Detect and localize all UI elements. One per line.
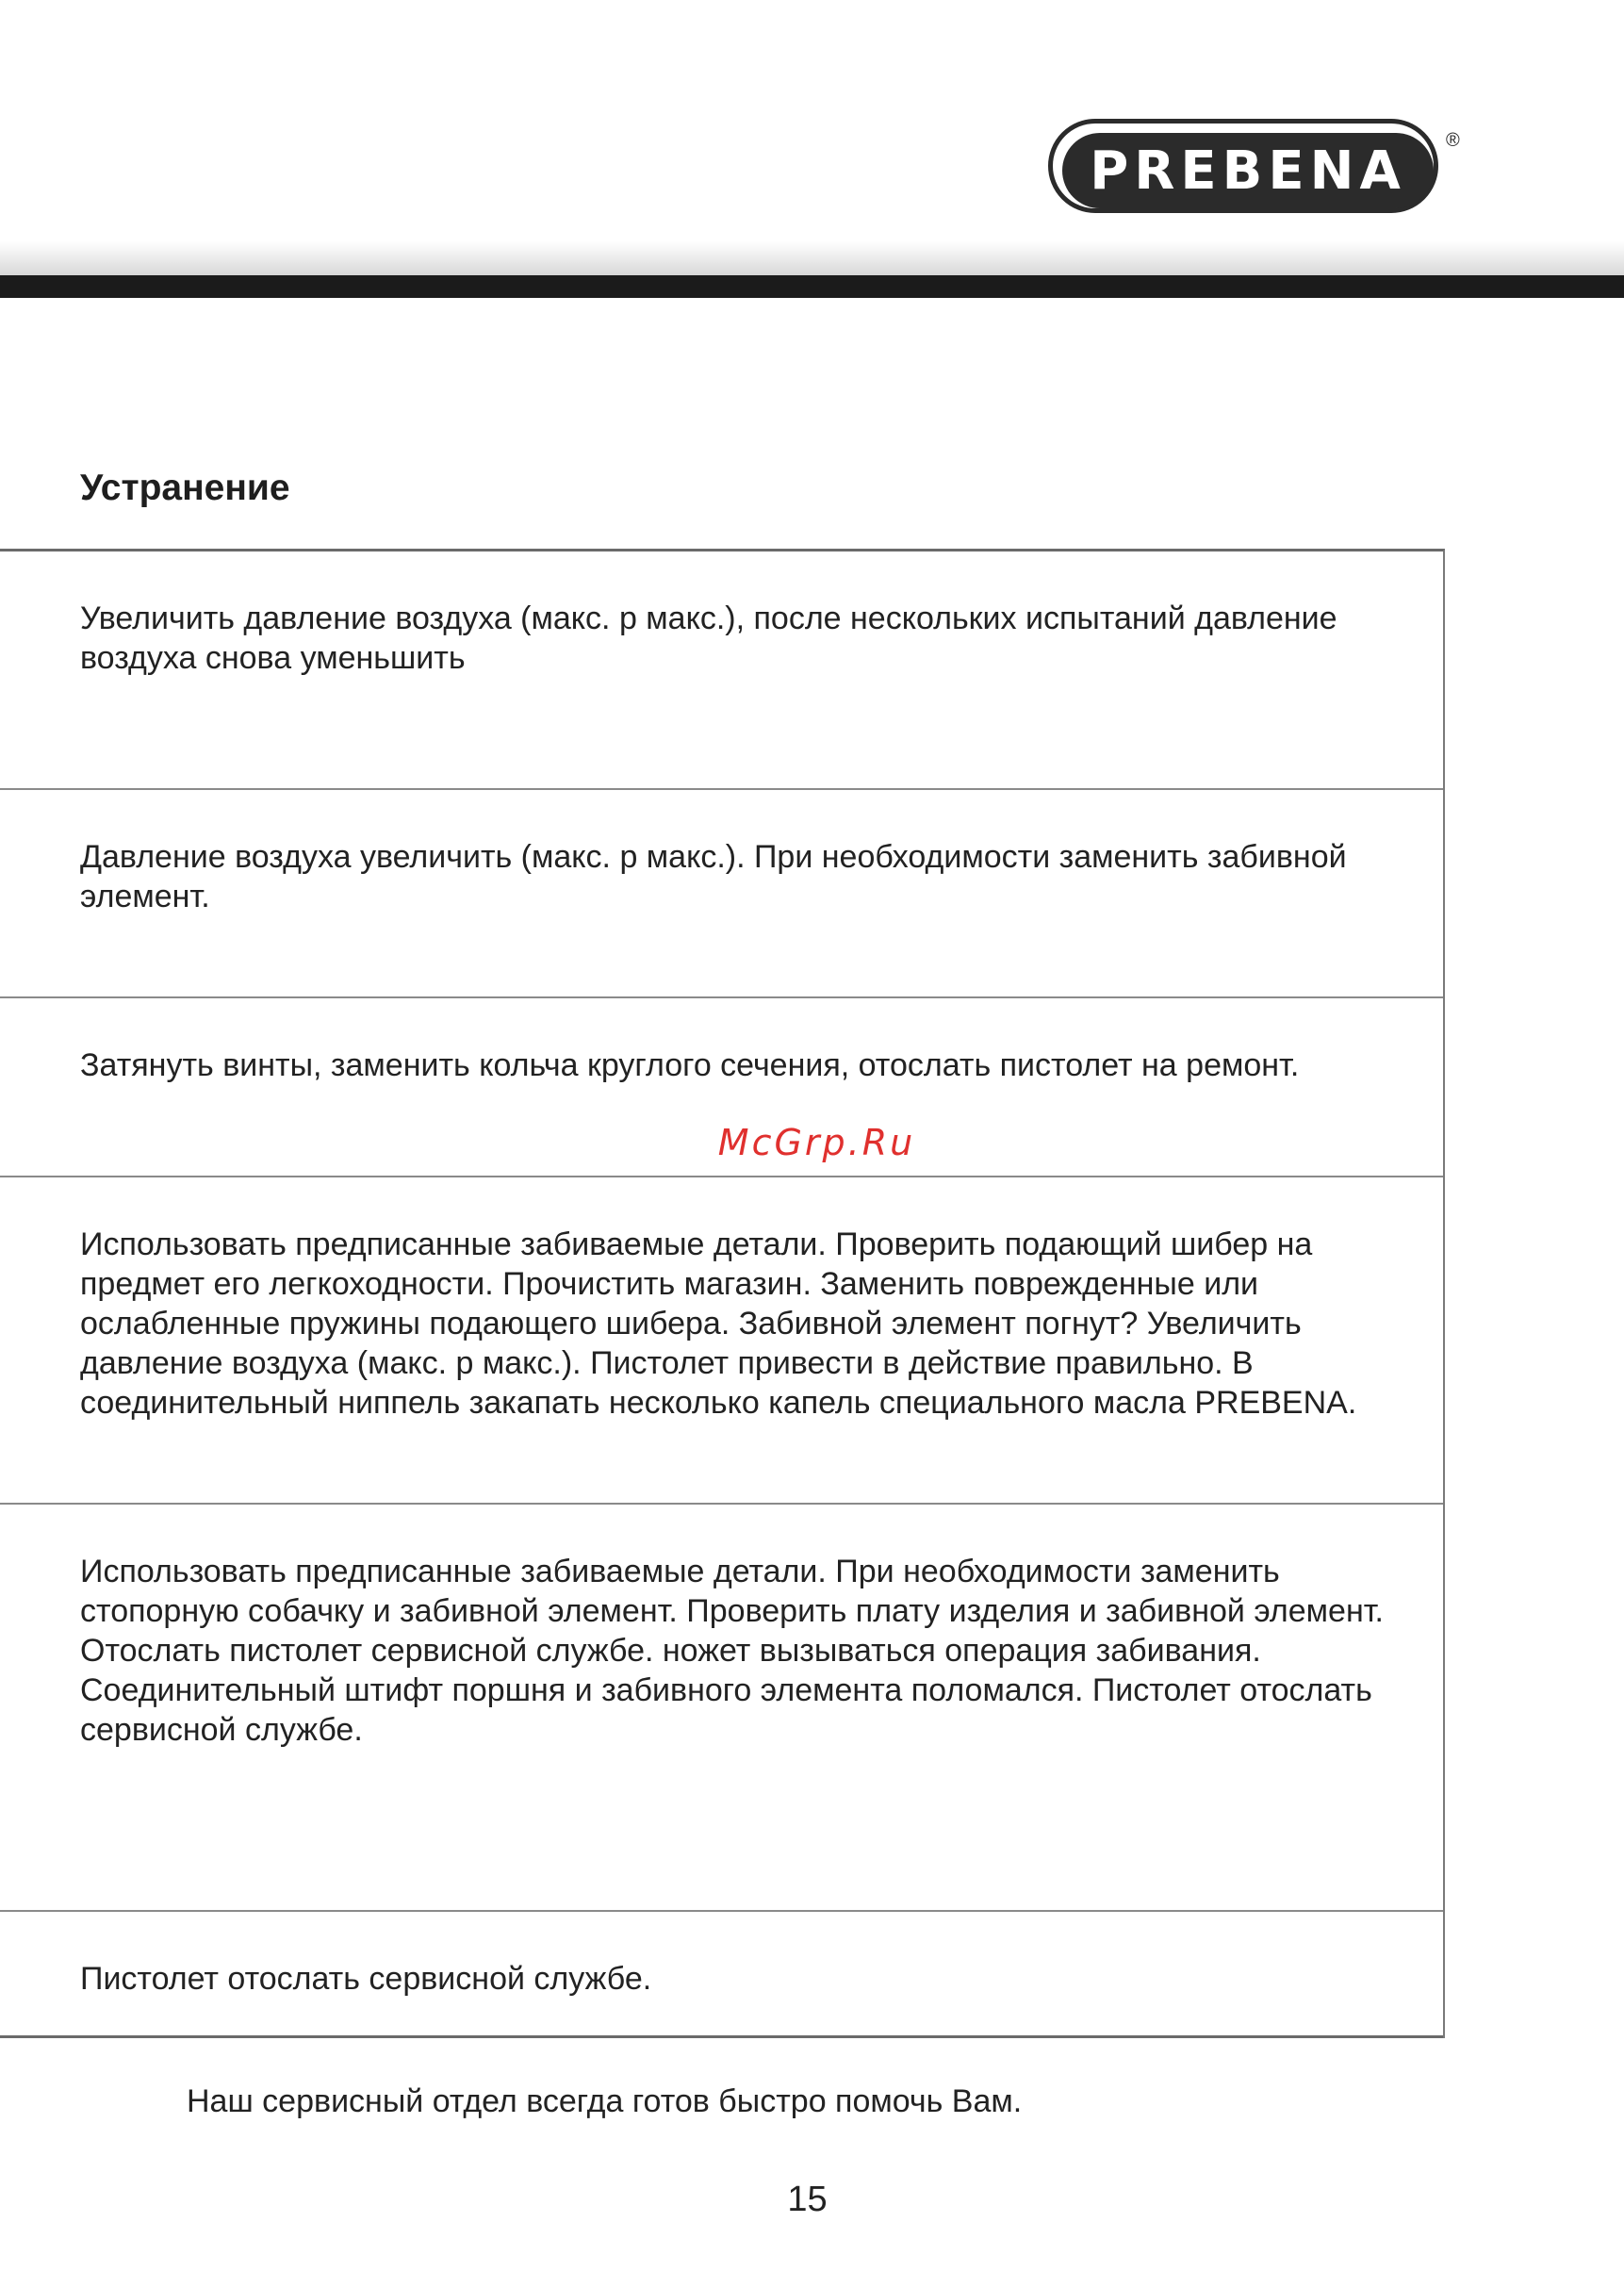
page-number: 15 [787,2180,828,2219]
registered-mark: ® [1446,130,1460,151]
header-rule [0,275,1624,298]
service-note: Наш сервисный отдел всегда готов быстро помочь Вам. [187,2083,1023,2119]
section-title: Устранение [80,468,290,508]
brand-logo [1048,119,1460,215]
remedy-table [0,549,1445,2038]
table-row: Использовать предписанные забиваемые детали. При необходимости заменить стопорную собачку и забивной элемент. Проверить плату изделия и забивной элемент. Отослать пистолет сервисной службе. ножет вызываться операция забивания. Соединительный штифт поршня и забивного элемента поломался. Пистолет отослать сервисной службе. [0,1505,1443,1912]
header-shadow [0,241,1624,275]
table-row: Давление воздуха увеличить (макс. p макс.). При необходимости заменить забивной элемент. [0,790,1443,998]
table-row: Использовать предписанные забиваемые детали. Проверить подающий шибер на предмет его легкоходности. Прочистить магазин. Заменить поврежденные или ослабленные пружины подающего шибера. Забивной элемент погнут? Увеличить давление воздуха (макс. p макс.). Пистолет привести в действие правильно. В соединительный ниппель закапать несколько капель специального масла PREBENA. [0,1177,1443,1505]
watermark-text: McGrp.Ru [717,1122,916,1163]
table-row: Затянуть винты, заменить кольча круглого сечения, отослать пистолет на ремонт. [0,998,1443,1177]
logo-outline [1048,119,1438,213]
logo-badge [1062,133,1434,208]
logo-text: PREBENA [1090,140,1406,202]
table-row: Пистолет отослать сервисной службе. [0,1912,1443,2038]
table-row: Увеличить давление воздуха (макс. p макс.), после нескольких испытаний давление воздуха снова уменьшить [0,551,1443,790]
